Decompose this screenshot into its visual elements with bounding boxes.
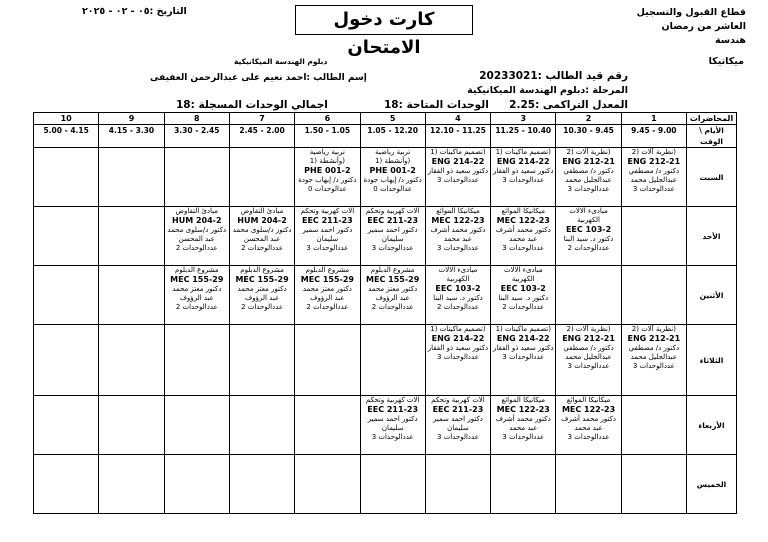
course-line: PHE 001-2 <box>304 166 351 175</box>
print-date: التاريخ :٠٥ - ٠٢ - ٢٠٢٥ <box>82 6 187 17</box>
course-line: (تصميم ماكينات (1 <box>495 148 551 156</box>
course-line: EEC 211-23 <box>301 216 353 225</box>
course-line: عبد محمد <box>509 235 538 243</box>
course-cell <box>229 266 294 325</box>
course-line: سليمان <box>316 235 339 243</box>
course-line: عددالوحدات 2 <box>175 303 218 311</box>
empty-cell <box>99 325 164 396</box>
course-line: MEC 155-29 <box>366 275 420 284</box>
course-line: MEC 122-23 <box>496 216 550 225</box>
period-number: 8 <box>164 113 229 125</box>
course-cell <box>556 396 621 455</box>
course-line: عددالوحدات 2 <box>502 303 545 311</box>
course-line: دكتور د/ إيهاب جودة <box>298 176 357 184</box>
course-line: دكتور معتز محمد <box>237 285 287 293</box>
course-line: EEC 211-23 <box>432 405 484 414</box>
course-cell <box>425 325 490 396</box>
empty-cell <box>491 455 556 514</box>
course-line: ENG 214-22 <box>431 157 485 166</box>
course-line: MEC 155-29 <box>235 275 289 284</box>
empty-cell <box>229 455 294 514</box>
schedule-table <box>33 112 737 514</box>
period-number: 3 <box>491 113 556 125</box>
empty-cell <box>621 266 686 325</box>
empty-cell <box>99 266 164 325</box>
course-line: (تصميم ماكينات (1 <box>495 325 551 333</box>
empty-cell <box>99 455 164 514</box>
empty-cell <box>621 207 686 266</box>
course-line: دكتور د. سيد البنا <box>498 294 549 302</box>
course-line: مشروع الدبلوم <box>305 266 350 274</box>
period-time: 9.00 - 9.45 <box>621 125 686 148</box>
course-line: EEC 211-23 <box>367 405 419 414</box>
course-cell <box>491 207 556 266</box>
course-line: عددالوحدات 3 <box>437 244 479 252</box>
day-label: الخميس <box>687 455 737 514</box>
course-cell <box>556 148 621 207</box>
course-line: EEC 103-2 <box>435 284 481 293</box>
period-time: 4.15 - 5.00 <box>34 125 99 148</box>
registered-units: اجمالي الوحدات المسجلة :18 <box>176 99 328 111</box>
empty-cell <box>164 148 229 207</box>
period-time: 2.45 - 3.30 <box>164 125 229 148</box>
course-line: عدالوحدات 0 <box>373 185 413 193</box>
course-cell <box>360 396 425 455</box>
diploma-label: دبلوم الهندسة الميكانيكية <box>234 57 328 66</box>
period-time-row <box>34 125 737 148</box>
empty-cell <box>34 207 99 266</box>
day-row <box>34 148 737 207</box>
course-line: MEC 155-29 <box>170 275 224 284</box>
student-name: إسم الطالب :احمد نعيم على عبدالرحمن العفيفى <box>150 73 367 83</box>
empty-cell <box>556 266 621 325</box>
course-line: عبد الرؤوف <box>244 294 280 302</box>
course-cell <box>425 396 490 455</box>
course-line: الكهربية <box>446 275 470 283</box>
course-line: MEC 155-29 <box>300 275 354 284</box>
course-line: تربية رياضية <box>309 148 345 156</box>
course-line: مشروع الدبلوم <box>174 266 219 274</box>
course-line: HUM 204-2 <box>172 216 222 225</box>
course-cell <box>621 148 686 207</box>
course-line: دكتور محمد أشرف <box>495 226 551 234</box>
course-line: عبد محمد <box>443 235 473 243</box>
course-line: عددالوحدات 3 <box>371 244 414 252</box>
faculty-line: هندسة <box>714 35 746 46</box>
faculty-block <box>596 6 746 48</box>
course-line: PHE 001-2 <box>369 166 416 175</box>
course-line: عددالوحدات 3 <box>437 353 479 361</box>
course-line: عددالوحدات 2 <box>437 303 479 311</box>
empty-cell <box>164 396 229 455</box>
course-line: ENG 212-21 <box>562 157 615 166</box>
course-line: عبدالجليل محمد <box>565 176 612 184</box>
empty-cell <box>164 455 229 514</box>
course-line: الات كهربية وتحكم <box>431 396 485 404</box>
course-line: عددالوحدات 2 <box>567 244 610 252</box>
course-line: (نظرية آلات (2 <box>631 148 676 156</box>
course-line: دكتور سعيد ذو الفقار <box>427 167 489 175</box>
empty-cell <box>34 325 99 396</box>
faculty-line: قطاع القبول والتسجيل <box>636 7 746 18</box>
course-cell <box>164 266 229 325</box>
course-line: مشروع الدبلوم <box>240 266 284 274</box>
course-cell <box>491 325 556 396</box>
course-line: عددالوحدات 3 <box>567 433 610 441</box>
empty-cell <box>229 396 294 455</box>
course-line: عبد الرؤوف <box>179 294 214 302</box>
course-line: ميكانيكا الموائع <box>436 207 480 215</box>
course-line: مبادئ التفاوض <box>175 207 219 215</box>
corner-bottom: الأيام \ الوقت <box>687 125 737 148</box>
period-time: 9.45 - 10.30 <box>556 125 621 148</box>
course-line: دكتور معتز محمد <box>302 285 352 293</box>
course-cell <box>164 207 229 266</box>
course-line: دكتور سعيد ذو الفقار <box>493 167 554 175</box>
course-line: عبدالجليل محمد <box>565 353 612 361</box>
period-time: 3.30 - 4.15 <box>99 125 164 148</box>
course-line: مشروع الدبلوم <box>370 266 415 274</box>
course-line: (نظرية آلات (2 <box>566 325 611 333</box>
course-line: عبد المحسن <box>178 235 215 243</box>
course-line: عددالوحدات 2 <box>241 244 284 252</box>
day-row <box>34 266 737 325</box>
course-line: عددالوحدات 3 <box>306 244 349 252</box>
course-line: دكتور د/ مصطفي <box>628 344 680 352</box>
course-cell <box>425 207 490 266</box>
corner-top: المحاضرات <box>687 113 737 125</box>
course-cell <box>491 148 556 207</box>
empty-cell <box>34 455 99 514</box>
course-line: دكتور د/ مصطفي <box>628 167 680 175</box>
course-line: دكتور محمد أشرف <box>430 226 486 234</box>
course-cell <box>491 396 556 455</box>
available-units: الوحدات المتاحة :18 <box>384 99 489 111</box>
empty-cell <box>34 396 99 455</box>
course-cell <box>621 325 686 396</box>
course-line: عددالوحدات 3 <box>567 185 610 193</box>
period-number: 10 <box>34 113 99 125</box>
day-row <box>34 396 737 455</box>
period-time: 2.00 - 2.45 <box>229 125 294 148</box>
empty-cell <box>295 455 360 514</box>
course-line: عبدالجليل محمد <box>630 176 678 184</box>
course-cell <box>295 207 360 266</box>
course-line: ميكانيكا الموائع <box>566 396 611 404</box>
day-label: الأربعاء <box>687 396 737 455</box>
course-cell <box>295 148 360 207</box>
period-number: 2 <box>556 113 621 125</box>
course-cell <box>425 148 490 207</box>
period-number: 1 <box>621 113 686 125</box>
course-line: عبد محمد <box>509 424 538 432</box>
course-line: عبد محمد <box>574 424 603 432</box>
course-line: مبادىء الالات <box>503 266 543 274</box>
course-line: (تصميم ماكينات (1 <box>430 148 486 156</box>
empty-cell <box>360 325 425 396</box>
course-line: دكتور د/ إيهاب جودة <box>363 176 422 184</box>
schedule-body <box>34 148 737 514</box>
empty-cell <box>99 207 164 266</box>
course-cell <box>556 207 621 266</box>
faculty-line: العاشر من رمضان <box>661 21 746 32</box>
course-line: دكتور محمد أشرف <box>495 415 551 423</box>
course-line: (وأنشطة (1 <box>375 157 411 165</box>
day-row <box>34 325 737 396</box>
course-cell <box>295 266 360 325</box>
course-line: الكهربية <box>511 275 535 283</box>
course-line: MEC 122-23 <box>561 405 616 414</box>
course-line: MEC 122-23 <box>431 216 485 225</box>
course-line: مبادىء الالات <box>438 266 478 274</box>
course-line: دكتور د. سيد البنا <box>433 294 483 302</box>
course-line: عبد الرؤوف <box>375 294 410 302</box>
course-line: عددالوحدات 3 <box>502 176 545 184</box>
empty-cell <box>556 455 621 514</box>
course-line: ENG 212-21 <box>562 334 615 343</box>
day-label: الأثنين <box>687 266 737 325</box>
day-row <box>34 207 737 266</box>
course-line: EEC 211-23 <box>367 216 419 225</box>
course-cell <box>360 207 425 266</box>
student-stage: المرحلة :دبلوم الهندسة الميكانيكية <box>467 85 628 96</box>
course-line: ENG 214-22 <box>496 157 550 166</box>
course-line: دكتور د/ مصطفي <box>563 167 614 175</box>
course-line: دكتور د/سلوى محمد <box>232 226 292 234</box>
course-line: دكتور د/ مصطفي <box>563 344 614 352</box>
course-line: دكتور معتز محمد <box>368 285 418 293</box>
day-label: السبت <box>687 148 737 207</box>
empty-cell <box>425 455 490 514</box>
day-row <box>34 455 737 514</box>
course-line: الات كهربية وتحكم <box>300 207 355 215</box>
course-line: (نظرية آلات (2 <box>566 148 611 156</box>
course-line: دكتور معتز محمد <box>172 285 222 293</box>
period-time: 1.05 - 1.50 <box>295 125 360 148</box>
course-line: مبادىء الالات <box>569 207 608 215</box>
course-line: دكتور سعيد ذو الفقار <box>427 344 489 352</box>
course-line: (تصميم ماكينات (1 <box>430 325 486 333</box>
course-line: MEC 122-23 <box>496 405 550 414</box>
department-label: ميكاتيكا <box>708 56 744 67</box>
course-line: ميكانيكا الموائع <box>501 207 546 215</box>
course-line: عبدالجليل محمد <box>630 353 678 361</box>
page-title: كارت دخول الامتحان <box>295 5 473 35</box>
period-number: 7 <box>229 113 294 125</box>
period-time: 10.40 - 11.25 <box>491 125 556 148</box>
course-line: الكهربية <box>577 216 600 224</box>
course-cell <box>556 325 621 396</box>
course-line: عددالوحدات 3 <box>502 353 545 361</box>
empty-cell <box>34 266 99 325</box>
course-line: مبادئ التفاوض <box>240 207 284 215</box>
course-line: دكتور د. سيد البنا <box>563 235 614 243</box>
period-number: 4 <box>425 113 490 125</box>
course-cell <box>360 266 425 325</box>
course-line: عددالوحدات 3 <box>437 176 479 184</box>
course-line: EEC 103-2 <box>500 284 546 293</box>
course-line: الات كهربية وتحكم <box>365 396 420 404</box>
empty-cell <box>295 325 360 396</box>
empty-cell <box>164 325 229 396</box>
period-time: 12.20 - 1.05 <box>360 125 425 148</box>
student-gpa: المعدل التراكمى :2.25 <box>509 99 628 111</box>
course-line: الات كهربية وتحكم <box>365 207 420 215</box>
course-line: (وأنشطة (1 <box>309 157 345 165</box>
course-cell <box>425 266 490 325</box>
course-cell <box>229 207 294 266</box>
course-line: عددالوحدات 2 <box>175 244 218 252</box>
student-id: رقم قيد الطالب :20233021 <box>479 70 628 82</box>
course-line: (نظرية آلات (2 <box>631 325 676 333</box>
course-line: عبد المحسن <box>243 235 281 243</box>
empty-cell <box>621 396 686 455</box>
empty-cell <box>229 325 294 396</box>
course-line: عددالوحدات 2 <box>241 303 284 311</box>
period-number-row <box>34 113 737 125</box>
course-line: دكتور احمد سمير <box>367 226 418 234</box>
course-line: سليمان <box>381 235 404 243</box>
empty-cell <box>295 396 360 455</box>
course-line: دكتور احمد سمير <box>367 415 418 423</box>
course-line: دكتور احمد سمير <box>302 226 353 234</box>
empty-cell <box>99 148 164 207</box>
course-line: عددالوحدات 3 <box>567 362 610 370</box>
course-line: عددالوحدات 3 <box>502 433 545 441</box>
course-line: عددالوحدات 3 <box>371 433 414 441</box>
course-line: سليمان <box>381 424 404 432</box>
course-line: عددالوحدات 3 <box>437 433 479 441</box>
period-number: 5 <box>360 113 425 125</box>
course-line: عددالوحدات 2 <box>306 303 349 311</box>
course-line: عددالوحدات 3 <box>632 362 675 370</box>
course-line: عددالوحدات 3 <box>502 244 545 252</box>
course-line: EEC 103-2 <box>565 225 612 234</box>
course-line: ميكانيكا الموائع <box>501 396 546 404</box>
day-label: الثلاثاء <box>687 325 737 396</box>
course-line: ENG 212-21 <box>627 157 681 166</box>
day-label: الأحد <box>687 207 737 266</box>
empty-cell <box>229 148 294 207</box>
course-line: عددالوحدات 3 <box>632 185 675 193</box>
course-line: تربية رياضية <box>375 148 411 156</box>
course-line: دكتور د/سلوى محمد <box>167 226 227 234</box>
course-cell <box>360 148 425 207</box>
course-line: عدالوحدات 0 <box>307 185 347 193</box>
period-number: 6 <box>295 113 360 125</box>
course-line: سليمان <box>447 424 469 432</box>
course-cell <box>491 266 556 325</box>
course-line: دكتور سعيد ذو الفقار <box>493 344 554 352</box>
period-number: 9 <box>99 113 164 125</box>
course-line: عبد الرؤوف <box>310 294 345 302</box>
empty-cell <box>34 148 99 207</box>
empty-cell <box>621 455 686 514</box>
period-time: 11.25 - 12.10 <box>425 125 490 148</box>
empty-cell <box>360 455 425 514</box>
course-line: HUM 204-2 <box>237 216 287 225</box>
course-line: دكتور محمد أشرف <box>561 415 617 423</box>
course-line: دكتور احمد سمير <box>433 415 483 423</box>
empty-cell <box>99 396 164 455</box>
course-line: ENG 214-22 <box>431 334 485 343</box>
course-line: ENG 212-21 <box>627 334 681 343</box>
course-line: ENG 214-22 <box>496 334 550 343</box>
course-line: عددالوحدات 2 <box>371 303 414 311</box>
